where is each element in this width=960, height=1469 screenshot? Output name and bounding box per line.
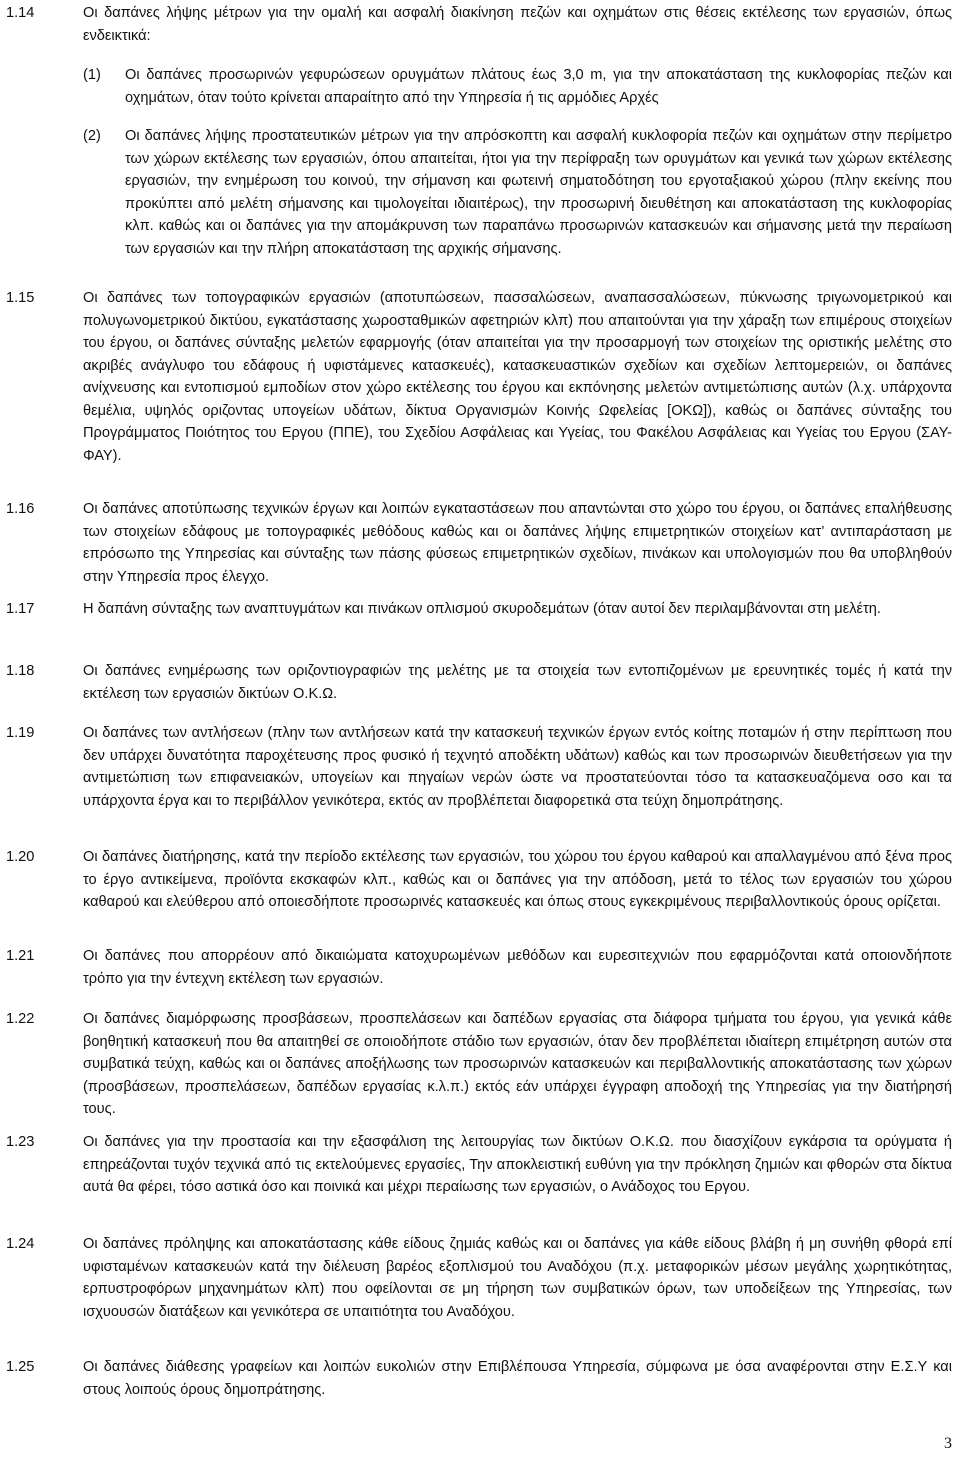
section-number: 1.19	[6, 725, 35, 741]
section-text: Η δαπάνη σύνταξης των αναπτυγμάτων και πινάκων οπλισμού σκυροδεμάτων (όταν αυτοί δεν περιλαμβάνονται στη μελέτη.	[83, 601, 881, 617]
section-text: Οι δαπάνες λήψης μέτρων για την ομαλή και ασφαλή διακίνηση πεζών και οχημάτων στις θέσεις εκτέλεσης των εργασιών, όπως ενδεικτικά:	[83, 5, 952, 44]
section-text: Οι δαπάνες που απορρέουν από δικαιώματα κατοχυρωμένων μεθόδων και ευρεσιτεχνιών που εφαρμόζονται κατά οποιονδήποτε τρόπο για την έντεχνη εκτέλεση των εργασιών.	[83, 948, 952, 987]
section-number: 1.16	[6, 501, 35, 517]
section-text: Οι δαπάνες διαμόρφωσης προσβάσεων, προσπελάσεων και δαπέδων εργασίας στα διάφορα τμήματα του έργου, για γενικά κάθε βοηθητική κατασκευή που θα απαιτηθεί σε οποιοδήποτε στάδιο των εργασιών, όταν δεν προβλέπεται ιδιαίτερη επιμέτρηση αυτών στα συμβατικά τεύχη, καθώς και οι δαπάνες αποξήλωσης των προσωρινών κατασκευών και περιβαλλοντικής αποκατάστασης των χώρων (προσβάσεων, προσπελάσεων, δαπέδων εργασίας κ.λ.π.) εκτός εάν υπάρχει έγγραφη αποδοχή της Υπηρεσίας για την διατήρησή τους.	[83, 1011, 952, 1117]
section-number: 1.22	[6, 1011, 35, 1027]
section-text: Οι δαπάνες πρόληψης και αποκατάστασης κάθε είδους ζημιάς καθώς και οι δαπάνες για κάθε είδους βλάβη ή μη συνήθη φθορά επί υφισταμένων κατασκευών κατά την διέλευση βαρέος εξοπλισμού του Αναδόχου (π.χ. μεταφορικών μέσων μεγάλης χωρητικότητας, ερπυστροφόρων μηχανημάτων κλπ) που οφείλονται σε μη τήρηση των συμβατικών όρων, των υποδείξεων της Υπηρεσίας, των ισχυουσών διατάξεων και γενικότερα σε υπαιτιότητα του Αναδόχου.	[83, 1236, 952, 1320]
subitem-number: (2)	[83, 128, 101, 144]
page-number: 3	[944, 1434, 952, 1452]
section-text: Οι δαπάνες για την προστασία και την εξασφάλιση της λειτουργίας των δικτύων Ο.Κ.Ω. που διασχίζουν εγκάρσια τα ορύγματα ή επηρεάζονται τυχόν τεχνικά από τις εκτελούμενες εργασίες, Την αποκλειστική ευθύνη για την πρόκληση ζημιών και φθορών στα δίκτυα αυτά θα φέρει, τόσο αστικά όσο και ποινικά και μέχρι περαίωσης των εργασιών, ο Ανάδοχος του Εργου.	[83, 1134, 952, 1195]
section-number: 1.23	[6, 1134, 35, 1150]
section-text: Οι δαπάνες των αντλήσεων (πλην των αντλήσεων κατά την κατασκευή τεχνικών έργων εντός κοίτης ποταμών ή στην περίπτωση που δεν υπάρχει δυνατότητα παροχέτευσης προς φυσικό ή τεχνητό αποδέκτη υδάτων) καθώς και των προσωρινών διευθετήσεων για την αντιμετώπιση των επιφανειακών, υπογείων και πηγαίων νερών ώστε να προστατεύονται τόσο τα κατασκευαζόμενα οσο και τα υπάρχοντα έργα και το περιβάλλον γενικότερα, εκτός αν προβλέπεται διαφορετικά στα τεύχη δημοπράτησης.	[83, 725, 952, 809]
section-number: 1.25	[6, 1359, 35, 1375]
section-text: Οι δαπάνες αποτύπωσης τεχνικών έργων και λοιπών εγκαταστάσεων που απαντώνται στο χώρο του έργου, οι δαπάνες επαλήθευσης των στοιχείων εδάφους με τοπογραφικές μεθόδους καθώς και οι δαπάνες λήψης επιμετρητικών στοιχείων κατ’ αντιπαράσταση με επρόσωπο της Υπηρεσίας και σύνταξης των πάσης φύσεως επιμετρητικών σχεδίων, πινάκων και υπολογισμών που θα υποβληθούν στην Υπηρεσία προς έλεγχο.	[83, 501, 952, 585]
section-number: 1.21	[6, 948, 35, 964]
section-text: Οι δαπάνες διάθεσης γραφείων και λοιπών ευκολιών στην Επιβλέπουσα Υπηρεσία, σύμφωνα με όσα αναφέρονται στην Ε.Σ.Υ και στους λοιπούς όρους δημοπράτησης.	[83, 1359, 952, 1398]
section-number: 1.24	[6, 1236, 35, 1252]
section-number: 1.15	[6, 290, 35, 306]
subitem-number: (1)	[83, 67, 101, 83]
section-number: 1.14	[6, 5, 35, 21]
subitem-text: Οι δαπάνες λήψης προστατευτικών μέτρων για την απρόσκοπτη και ασφαλή κυκλοφορία πεζών και οχημάτων στην περίμετρο των χώρων εκτέλεσης των εργασιών, όπου απαιτείται, ήτοι για την περίφραξη των ορυγμάτων και γενικά των χώρων εκτέλεσης εργασιών, την ενημέρωση του κοινού, την σήμανση και φωτεινή σηματοδότηση του εργοταξιακού χώρου (πλην εκείνης που προκύπτει από μελέτη σήμανσης και τιμολογείται ιδιαιτέρως), την προσωρινή διευθέτηση και αποκατάσταση της κυκλοφορίας κλπ. καθώς και οι δαπάνες για την απομάκρυνση των παραπάνω προσωρινών κατασκευών και σήμανσης μετά την περαίωση των εργασιών και την πλήρη αποκατάσταση της αρχικής σήμανσης.	[125, 128, 952, 257]
section-number: 1.17	[6, 601, 35, 617]
section-number: 1.20	[6, 849, 35, 865]
section-text: Οι δαπάνες των τοπογραφικών εργασιών (αποτυπώσεων, πασσαλώσεων, αναπασσαλώσεων, πύκνωσης τριγωνομετρικού και πολυγωνομετρικού δικτύου, εγκατάστασης χωροσταθμικών αφετηριών κλπ) που απαιτούνται για την χάραξη των επιμέρους στοιχείων του έργου, οι δαπάνες σύνταξης μελετών εφαρμογής (όταν απαιτείται για την προσαρμογή των στοιχείων της οριστικής μελέτης στο ακριβές ανάγλυφο του εδάφους ή υφιστάμενες κατασκευές), κατασκευαστικών σχεδίων και σχεδίων λεπτομερειών, οι δαπάνες ανίχνευσης και εντοπισμού εμποδίων στον χώρο εκτέλεσης του έργου και εκπόνησης μελετών αντιμετώπισης αυτών (λ.χ. υπάρχοντα θεμέλια, υψηλός οριζοντας υπογείων υδάτων, δίκτυα Οργανισμών Κοινής Ωφελείας [ΟΚΩ]), καθώς οι δαπάνες σύνταξης του Προγράμματος Ποιότητος του Εργου (ΠΠΕ), του Σχεδίου Ασφάλειας και Υγείας, του Φακέλου Ασφάλειας και Υγείας του Εργου (ΣΑΥ-ΦΑΥ).	[83, 290, 952, 464]
subitem-text: Οι δαπάνες προσωρινών γεφυρώσεων ορυγμάτων πλάτους έως 3,0 m, για την αποκατάσταση της κυκλοφορίας πεζών και οχημάτων, όταν τούτο κρίνεται απαραίτητο από την Υπηρεσία ή τις αρμόδιες Αρχές	[125, 67, 952, 106]
section-text: Οι δαπάνες διατήρησης, κατά την περίοδο εκτέλεσης των εργασιών, του χώρου του έργου καθαρού και απαλλαγμένου από ξένα προς το έργο αντικείμενα, προϊόντα εκσκαφών κλπ., καθώς και οι δαπάνες για την απόδοση, μετά το τέλος των εργασιών του χώρου καθαρού και ελεύθερου από οποιεσδήποτε προσωρινές κατασκευές και όπως στους εγκεκριμένους περιβαλλοντικούς όρους ορίζεται.	[83, 849, 952, 910]
section-text: Οι δαπάνες ενημέρωσης των οριζοντιογραφιών της μελέτης με τα στοιχεία των εντοπιζομένων με ερευνητικές τομές ή κατά την εκτέλεση των εργασιών δικτύων Ο.Κ.Ω.	[83, 663, 952, 702]
section-number: 1.18	[6, 663, 35, 679]
